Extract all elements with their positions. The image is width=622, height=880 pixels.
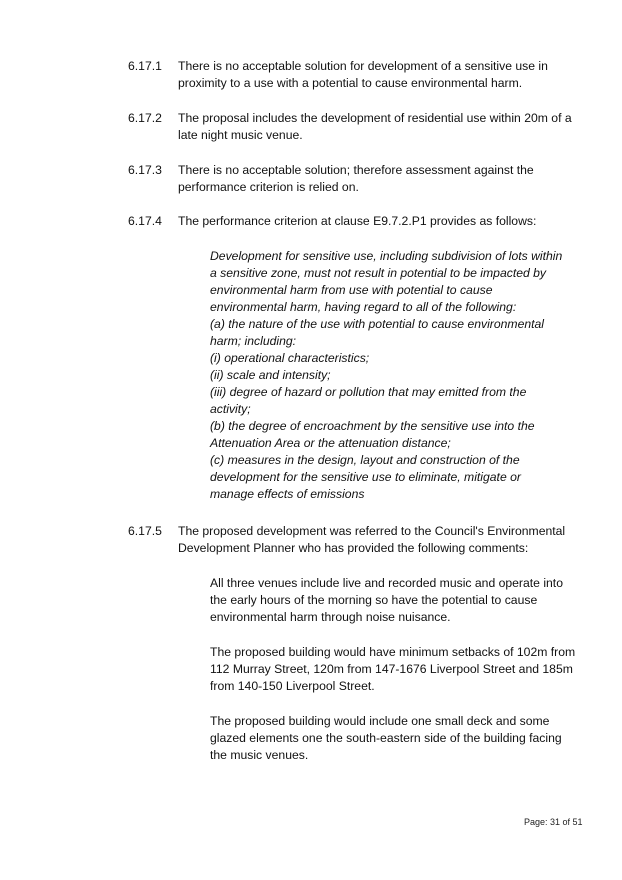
quote-line: manage effects of emissions: [210, 487, 365, 501]
comment-line: environmental harm through noise nuisance.: [210, 610, 451, 624]
text-line: Development Planner who has provided the following comments:: [178, 541, 529, 555]
page-number: Page: 31 of 51: [524, 817, 583, 827]
text-line: The proposal includes the development of residential use within 20m of a: [178, 111, 572, 125]
comment-line: glazed elements one the south-eastern side of the building facing: [210, 731, 562, 745]
comment-line: the music venues.: [210, 748, 309, 762]
text-line: The performance criterion at clause E9.7.2.P1 provides as follows:: [178, 214, 537, 228]
text-line: late night music venue.: [178, 128, 303, 142]
quote-line: (a) the nature of the use with potential to cause environmental: [210, 317, 545, 331]
quote-line: environmental harm, having regard to all of the following:: [210, 300, 517, 314]
section-text: [178, 110, 578, 144]
comment-line: the early hours of the morning so have the potential to cause: [210, 593, 538, 607]
section-text: [178, 58, 578, 92]
section-text: [178, 162, 578, 196]
quote-line: Development for sensitive use, including subdivision of lots within: [210, 249, 563, 263]
comment-paragraph: [210, 575, 580, 626]
text-line: performance criterion is relied on.: [178, 180, 359, 194]
section-number: 6.17.1: [128, 59, 162, 73]
quote-line: Attenuation Area or the attenuation distance;: [210, 436, 451, 450]
quote-line: activity;: [210, 402, 251, 416]
comment-line: All three venues include live and recorded music and operate into: [210, 576, 563, 590]
section-text: [178, 213, 578, 230]
quote-line: a sensitive zone, must not result in potential to be impacted by: [210, 266, 547, 280]
quote-line: environmental harm from use with potential to cause: [210, 283, 493, 297]
quote-line: (iii) degree of hazard or pollution that may emitted from the: [210, 385, 527, 399]
comment-line: from 140-150 Liverpool Street.: [210, 679, 375, 693]
comment-line: The proposed building would include one small deck and some: [210, 714, 550, 728]
text-line: There is no acceptable solution; therefore assessment against the: [178, 163, 534, 177]
comment-paragraph: [210, 644, 580, 695]
quote-line: development for the sensitive use to eliminate, mitigate or: [210, 470, 521, 484]
section-6-17-3: [128, 162, 578, 196]
comment-paragraph: [210, 713, 580, 764]
section-number: 6.17.2: [128, 111, 162, 125]
text-line: The proposed development was referred to the Council's Environmental: [178, 524, 566, 538]
comment-line: 112 Murray Street, 120m from 147-1676 Liverpool Street and 185m: [210, 662, 573, 676]
section-6-17-4: [128, 213, 578, 230]
criterion-quote: [210, 248, 580, 503]
section-number: 6.17.4: [128, 214, 162, 228]
section-6-17-1: [128, 58, 578, 92]
quote-line: (c) measures in the design, layout and construction of the: [210, 453, 520, 467]
text-line: There is no acceptable solution for development of a sensitive use in: [178, 59, 548, 73]
quote-line: (ii) scale and intensity;: [210, 368, 331, 382]
section-number: 6.17.5: [128, 524, 162, 538]
section-text: [178, 523, 578, 557]
quote-line: harm; including:: [210, 334, 297, 348]
text-line: proximity to a use with a potential to cause environmental harm.: [178, 76, 523, 90]
section-number: 6.17.3: [128, 163, 162, 177]
quote-line: (i) operational characteristics;: [210, 351, 370, 365]
section-6-17-5: [128, 523, 578, 557]
comment-line: The proposed building would have minimum setbacks of 102m from: [210, 645, 576, 659]
section-6-17-2: [128, 110, 578, 144]
quote-line: (b) the degree of encroachment by the sensitive use into the: [210, 419, 535, 433]
